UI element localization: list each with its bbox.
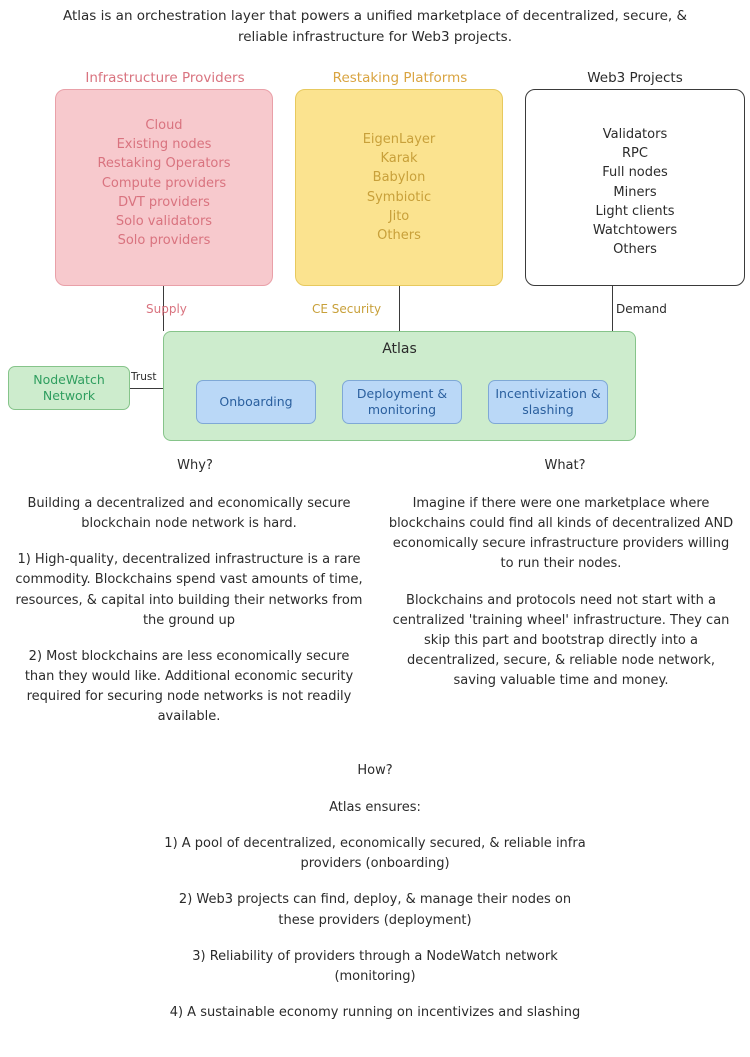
connector-trust-line — [130, 388, 163, 389]
section-heading-how: How? — [357, 763, 393, 778]
edge-label-demand: Demand — [616, 302, 667, 316]
paragraph: 2) Most blockchains are less economically secure than they would like. Additional economic security required for securing node networks is not readily available. — [24, 648, 354, 725]
edge-label-trust: Trust — [131, 371, 157, 383]
paragraph: Blockchains and protocols need not start with a centralized 'training wheel' infrastructure. They can skip this part and bootstrap directly into a decentralized, secure, & reliable node network, saving valuable time and money. — [392, 592, 730, 689]
list-item: EigenLayer — [362, 132, 436, 147]
section-body-how — [160, 798, 590, 1023]
box-infrastructure-providers — [55, 89, 273, 286]
paragraph: Imagine if there were one marketplace where blockchains could find all kinds of decentralized AND economically secure infrastructure providers willing to run their nodes. — [388, 496, 734, 572]
atlas-pill-deployment-monitoring[interactable]: Deployment & monitoring — [342, 380, 462, 424]
edge-label-ce-security: CE Security — [312, 302, 382, 316]
column-title-restaking-platforms: Restaking Platforms — [332, 70, 468, 86]
list-item: Solo providers — [117, 233, 211, 249]
paragraph: Atlas ensures: — [329, 800, 421, 815]
box-web3-projects — [525, 89, 745, 286]
list-item: Light clients — [595, 203, 675, 219]
section-heading-why: Why? — [177, 458, 213, 473]
list-item: Watchtowers — [592, 223, 678, 239]
list-item: Others — [377, 228, 421, 244]
paragraph: 1) High-quality, decentralized infrastructure is a rare commodity. Blockchains spend vast amounts of time, resources, & capital into building their networks from the ground up — [15, 552, 363, 628]
paragraph: 3) Reliability of providers through a NodeWatch network (monitoring) — [192, 948, 558, 984]
list-item: Cloud — [145, 118, 183, 133]
list-item: Existing nodes — [116, 137, 212, 153]
list-item: Validators — [602, 127, 668, 142]
list-item: Miners — [613, 184, 657, 200]
connector-ce-security-line — [399, 286, 400, 331]
list-item: Karak — [380, 151, 418, 167]
list-item: Symbiotic — [366, 189, 432, 205]
atlas-title: Atlas — [382, 341, 417, 357]
paragraph: Building a decentralized and economically secure blockchain node network is hard. — [27, 496, 351, 532]
column-title-web3-projects: Web3 Projects — [587, 70, 683, 86]
section-body-what — [386, 494, 736, 691]
paragraph: 4) A sustainable economy running on incentivizes and slashing — [169, 1004, 581, 1020]
box-atlas — [163, 331, 636, 441]
edge-label-supply: Supply — [146, 302, 187, 316]
section-body-why — [14, 494, 364, 727]
intro-text: Atlas is an orchestration layer that powers a unified marketplace of decentralized, secure, & reliable infrastructure for Web3 projects. — [62, 8, 688, 45]
box-restaking-platforms — [295, 89, 503, 286]
section-heading-what: What? — [544, 458, 586, 473]
list-item: Restaking Operators — [97, 156, 231, 172]
list-item: Others — [613, 242, 657, 258]
atlas-pill-onboarding[interactable]: Onboarding — [196, 380, 316, 424]
list-item: Compute providers — [101, 175, 227, 191]
list-item: Solo validators — [115, 214, 213, 230]
list-item: DVT providers — [118, 194, 210, 210]
paragraph: 2) Web3 projects can find, deploy, & manage their nodes on these providers (deployment) — [178, 892, 572, 928]
atlas-pill-incentivization-slashing[interactable]: Incentivization & slashing — [488, 380, 608, 424]
box-nodewatch-network: NodeWatch Network — [8, 366, 130, 410]
column-title-infrastructure-providers: Infrastructure Providers — [85, 70, 245, 86]
list-item: Babylon — [372, 170, 426, 186]
connector-demand-line — [612, 286, 613, 331]
list-item: RPC — [622, 146, 648, 162]
paragraph: 1) A pool of decentralized, economically secured, & reliable infra providers (onboarding) — [164, 836, 586, 872]
list-item: Full nodes — [602, 165, 668, 181]
list-item: Jito — [388, 208, 410, 224]
